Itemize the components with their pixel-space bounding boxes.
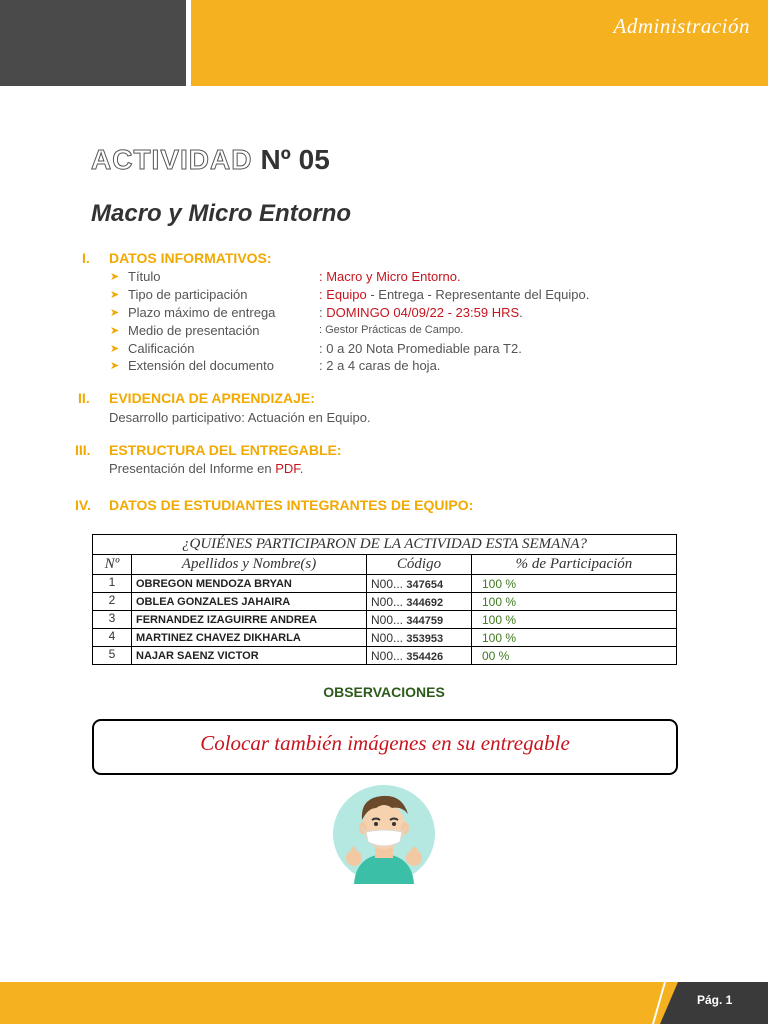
info-label: Medio de presentación <box>128 323 260 338</box>
header-title: Administración <box>613 14 750 38</box>
arrow-icon: ➤ <box>110 360 120 372</box>
info-value <box>319 287 589 302</box>
info-value-highlight: Equipo <box>326 287 367 302</box>
info-label: Extensión del documento <box>128 358 274 373</box>
code-number: 347654 <box>406 578 444 591</box>
code-prefix: N00... <box>371 630 404 645</box>
section-3-text-post: . <box>299 461 304 476</box>
student-code <box>367 647 472 665</box>
section-3-text-format: PDF <box>275 461 300 476</box>
info-value-rest: - Entrega - Representante del Equipo. <box>366 287 590 302</box>
section-2-title: EVIDENCIA DE APRENDIZAJE: <box>109 390 315 406</box>
participation: 00 % <box>472 647 677 665</box>
arrow-icon: ➤ <box>110 271 120 283</box>
code-prefix: N00... <box>371 612 404 627</box>
arrow-icon: ➤ <box>110 307 120 319</box>
arrow-icon: ➤ <box>110 343 120 355</box>
section-4-title: DATOS DE ESTUDIANTES INTEGRANTES DE EQUIPO: <box>109 497 474 513</box>
student-code <box>367 593 472 611</box>
info-value-rest: . <box>519 305 523 320</box>
observations-title: OBSERVACIONES <box>323 684 445 700</box>
header-percent: % de Participación <box>472 555 677 575</box>
header-name: Apellidos y Nombre(s) <box>132 555 367 575</box>
header-code: Código <box>367 555 472 575</box>
student-name: MARTINEZ CHAVEZ DIKHARLA <box>132 629 367 647</box>
page-number: Pág. 1 <box>697 993 733 1007</box>
code-number: 353953 <box>406 632 444 645</box>
info-colon: : <box>319 305 327 320</box>
observations-box <box>92 719 678 775</box>
participation: 100 % <box>472 575 677 593</box>
table-caption-row <box>93 535 677 555</box>
table-caption: ¿QUIÉNES PARTICIPARON DE LA ACTIVIDAD ESTA SEMANA? <box>93 535 677 555</box>
code-number: 344692 <box>406 596 444 609</box>
row-number: 2 <box>93 593 132 611</box>
page-title: Macro y Micro Entorno <box>91 200 352 227</box>
section-3-text <box>109 461 303 476</box>
header-band <box>191 0 768 86</box>
section-1-title: DATOS INFORMATIVOS: <box>109 250 272 266</box>
student-name: FERNANDEZ IZAGUIRRE ANDREA <box>132 611 367 629</box>
footer-band <box>0 982 768 1024</box>
header-dark-block <box>0 0 186 86</box>
table-row <box>93 629 677 647</box>
row-number: 1 <box>93 575 132 593</box>
section-3-title: ESTRUCTURA DEL ENTREGABLE: <box>109 442 342 458</box>
observations-text: Colocar también imágenes en su entregable <box>200 730 570 755</box>
row-number: 5 <box>93 647 132 665</box>
arrow-icon: ➤ <box>110 325 120 337</box>
activity-word: ACTIVIDAD <box>91 144 253 175</box>
info-value-highlight: DOMINGO 04/09/22 - 23:59 HRS <box>326 305 520 320</box>
info-label: Título <box>128 269 161 284</box>
student-code <box>367 611 472 629</box>
activity-heading <box>91 144 330 176</box>
row-number: 4 <box>93 629 132 647</box>
participation: 100 % <box>472 611 677 629</box>
student-name: OBREGON MENDOZA BRYAN <box>132 575 367 593</box>
code-number: 354426 <box>406 650 444 663</box>
student-code <box>367 575 472 593</box>
code-number: 344759 <box>406 614 444 627</box>
info-value <box>319 305 523 320</box>
arrow-icon: ➤ <box>110 289 120 301</box>
section-1-heading <box>82 250 272 266</box>
section-2-heading <box>78 390 315 406</box>
section-3-text-pre: Presentación del Informe en <box>109 461 276 476</box>
info-value: : Gestor Prácticas de Campo. <box>319 324 464 336</box>
section-2-text: Desarrollo participativo: Actuación en Equipo. <box>109 410 371 425</box>
activity-number: Nº 05 <box>260 144 330 175</box>
section-4-heading <box>75 497 474 513</box>
code-prefix: N00... <box>371 576 404 591</box>
info-value: : 2 a 4 caras de hoja. <box>319 358 441 373</box>
table-row <box>93 575 677 593</box>
code-prefix: N00... <box>371 594 404 609</box>
student-mask-illustration <box>332 784 436 884</box>
section-4-numeral: IV. <box>75 497 91 513</box>
table-row <box>93 593 677 611</box>
section-3-heading <box>75 442 342 458</box>
participation: 100 % <box>472 593 677 611</box>
student-name: OBLEA GONZALES JAHAIRA <box>132 593 367 611</box>
students-table <box>92 534 677 665</box>
table-row <box>93 611 677 629</box>
row-number: 3 <box>93 611 132 629</box>
info-label: Calificación <box>128 341 195 356</box>
table-row <box>93 647 677 665</box>
section-1-numeral: I. <box>82 250 90 266</box>
info-value: : 0 a 20 Nota Promediable para T2. <box>319 341 522 356</box>
table-header-row <box>93 555 677 575</box>
info-value: : Macro y Micro Entorno. <box>319 269 461 284</box>
section-2-numeral: II. <box>78 390 90 406</box>
info-colon: : <box>319 287 327 302</box>
participation: 100 % <box>472 629 677 647</box>
info-label: Tipo de participación <box>128 287 248 302</box>
info-label: Plazo máximo de entrega <box>128 305 276 320</box>
code-prefix: N00... <box>371 648 404 663</box>
student-name: NAJAR SAENZ VICTOR <box>132 647 367 665</box>
student-code <box>367 629 472 647</box>
section-3-numeral: III. <box>75 442 91 458</box>
header-no: Nº <box>93 555 132 575</box>
